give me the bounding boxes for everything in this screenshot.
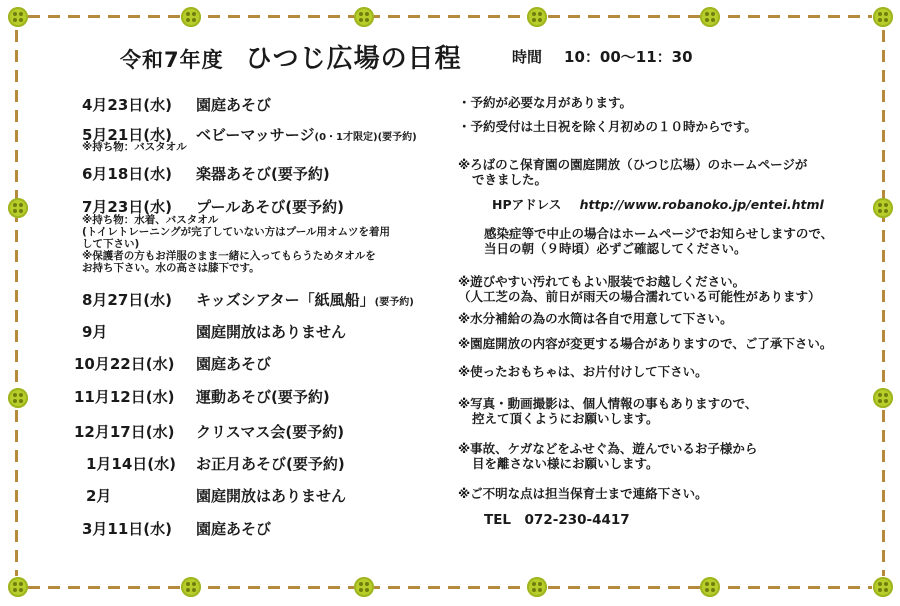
button-icon	[873, 577, 893, 597]
button-icon	[700, 7, 720, 27]
schedule-event: 楽器あそび(要予約)	[196, 165, 330, 183]
notice-contact: ※ご不明な点は担当保育士まで連絡下さい。	[458, 486, 708, 501]
schedule-row	[0, 421, 450, 441]
page-title	[120, 38, 462, 75]
button-icon	[181, 577, 201, 597]
schedule-note-block	[82, 214, 390, 274]
schedule-event: クリスマス会(要予約)	[196, 423, 345, 441]
notice-line: 感染症等で中止の場合はホームページでお知らせしますので、	[484, 226, 834, 241]
time-value: 10：00～11：30	[564, 48, 693, 66]
schedule-date: 7月23日(水)	[82, 198, 173, 216]
schedule-event: ベビーマッサージ	[196, 126, 315, 144]
schedule-note-line: (トイレトレーニングが完了していない方はプール用オムツを着用	[82, 226, 391, 238]
schedule-event: 運動あそび(要予約)	[196, 388, 330, 406]
schedule-event-group	[196, 124, 417, 145]
schedule-date: 3月11日(水)	[82, 520, 173, 538]
schedule-row	[0, 386, 450, 406]
notice-line: 目を離さない様にお願いします。	[472, 456, 659, 471]
schedule-event: 園庭あそび	[196, 520, 272, 538]
schedule-event: 園庭あそび	[196, 96, 272, 114]
schedule-date: 12月17日(水)	[74, 423, 175, 441]
schedule-event: 園庭開放はありません	[196, 323, 347, 341]
homepage-address	[492, 197, 824, 212]
schedule-note: ※持ち物：バスタオル	[82, 141, 187, 153]
title-main: ひつじ広場の日程	[245, 44, 462, 74]
notice-line: ※遊びやすい汚れてもよい服装でお越しください。	[458, 274, 746, 289]
schedule-suffix: (0・1才限定)(要予約)	[314, 132, 417, 143]
schedule-date: 5月21日(水)	[82, 126, 173, 144]
notice-line: ※事故、ケガなどをふせぐ為、遊んでいるお子様から	[458, 441, 758, 456]
button-icon	[181, 7, 201, 27]
schedule-note-line: ※保護者の方もお洋服のまま一緒に入ってもらうためタオルを	[82, 250, 376, 262]
schedule-event: お正月あそび(要予約)	[196, 455, 345, 473]
schedule-date: 4月23日(水)	[82, 96, 173, 114]
notice-safety	[458, 441, 757, 471]
notice-line: 控えて頂くようにお願いします。	[472, 411, 659, 426]
button-icon	[527, 577, 547, 597]
schedule-date: 2月	[86, 487, 112, 505]
schedule-row	[0, 485, 450, 505]
schedule-row	[0, 289, 450, 309]
notice-clothing	[458, 274, 821, 304]
button-icon	[8, 7, 28, 27]
button-icon	[354, 577, 374, 597]
notice-photos	[458, 396, 757, 426]
schedule-event-group	[196, 289, 414, 310]
notice-cancellation	[484, 226, 833, 256]
notice-line: ※ろばのこ保育園の園庭開放（ひつじ広場）のホームページが	[458, 157, 808, 172]
time-label: 時間	[512, 48, 543, 66]
bottom-dashed-border	[28, 586, 872, 589]
button-icon	[527, 7, 547, 27]
telephone: TEL 072-230-4417	[484, 512, 630, 528]
button-icon	[873, 7, 893, 27]
hp-label: HPアドレス	[492, 197, 562, 212]
schedule-date: 9月	[82, 323, 108, 341]
button-icon	[873, 388, 893, 408]
schedule-row	[0, 353, 450, 373]
notice-reservation: ・予約が必要な月があります。	[458, 95, 633, 110]
schedule-note-line: お持ち下さい。水の高さは膝下です。	[82, 262, 260, 274]
notice-homepage	[458, 157, 807, 187]
time-info	[512, 46, 693, 67]
button-icon	[8, 577, 28, 597]
schedule-date: 10月22日(水)	[74, 355, 175, 373]
schedule-note-line: ※持ち物：水着、バスタオル	[82, 214, 219, 226]
schedule-event: キッズシアター「紙風船」	[196, 291, 375, 309]
notice-reservation-time: ・予約受付は土日祝を除く月初めの１０時からです。	[458, 119, 757, 134]
notice-toys: ※使ったおもちゃは、お片付けして下さい。	[458, 364, 708, 379]
top-dashed-border	[28, 15, 872, 18]
schedule-note-line: して下さい)	[82, 238, 140, 250]
notice-line: （人工芝の為、前日が雨天の場合濡れている可能性があります）	[458, 289, 821, 304]
schedule-row	[0, 196, 450, 216]
schedule-row	[0, 94, 450, 114]
schedule-row	[0, 163, 450, 183]
schedule-row	[0, 321, 450, 341]
button-icon	[354, 7, 374, 27]
schedule-date: 8月27日(水)	[82, 291, 173, 309]
schedule-event: 園庭あそび	[196, 355, 272, 373]
schedule-event: プールあそび(要予約)	[196, 198, 344, 216]
schedule-date: 1月14日(水)	[86, 455, 177, 473]
right-dashed-border	[882, 30, 885, 576]
schedule-event: 園庭開放はありません	[196, 487, 347, 505]
schedule-row	[0, 124, 450, 144]
schedule-suffix: (要予約)	[374, 297, 414, 308]
schedule-row	[0, 518, 450, 538]
schedule-date: 11月12日(水)	[74, 388, 175, 406]
notice-water: ※水分補給の為の水筒は各自で用意して下さい。	[458, 311, 733, 326]
button-icon	[873, 198, 893, 218]
notice-line: できました。	[472, 172, 548, 187]
notice-line: ※写真・動画撮影は、個人情報の事もありますので、	[458, 396, 758, 411]
schedule-row	[0, 453, 450, 473]
button-icon	[700, 577, 720, 597]
schedule-date: 6月18日(水)	[82, 165, 173, 183]
hp-url-link[interactable]: http://www.robanoko.jp/entei.html	[579, 197, 824, 212]
notice-line: 当日の朝（９時頃）必ずご確認してください。	[484, 241, 747, 256]
notice-change: ※園庭開放の内容が変更する場合がありますので、ご了承下さい。	[458, 336, 833, 351]
fiscal-year: 令和7年度	[120, 48, 224, 72]
